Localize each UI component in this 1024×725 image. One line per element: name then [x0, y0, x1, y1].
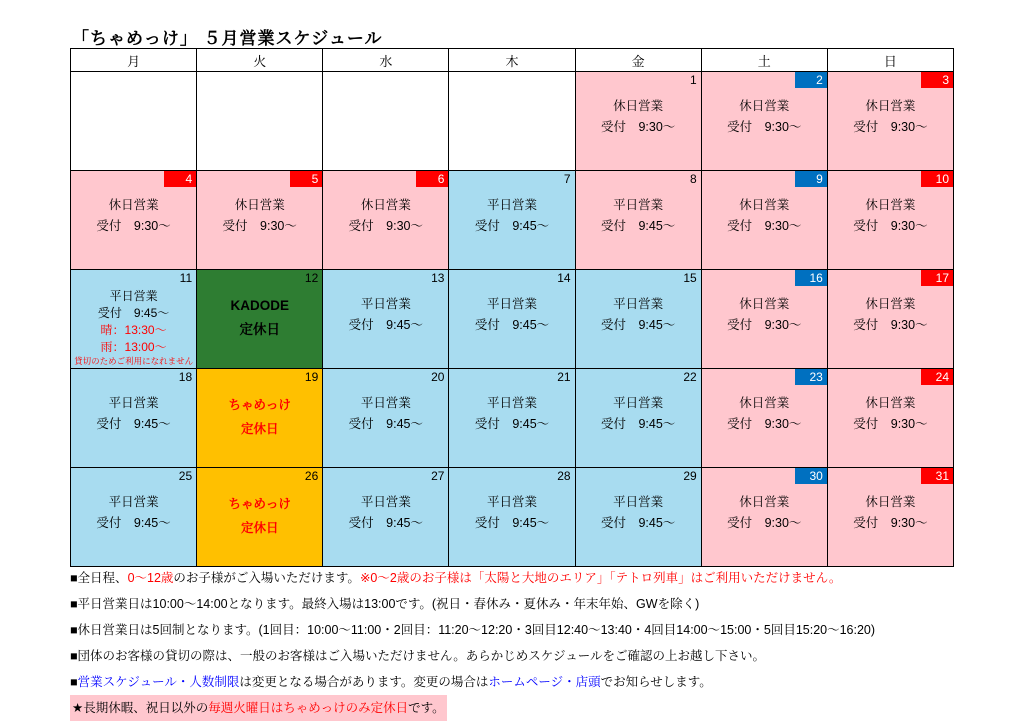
- day-content: [576, 195, 701, 237]
- day-status-primary: 平日営業: [108, 396, 159, 410]
- day-number: 12: [304, 271, 319, 285]
- day-status-primary: 平日営業: [486, 495, 537, 509]
- calendar-cell-day-4: [71, 171, 197, 270]
- day-status-secondary: 受付 9:45〜: [474, 219, 550, 233]
- calendar-cell-day-15: [575, 270, 701, 369]
- note-1-part-a: ■全日程、: [70, 571, 128, 585]
- day-status-secondary: 受付 9:45〜: [348, 417, 424, 431]
- calendar-cell-day-20: [323, 369, 449, 468]
- day-status-secondary: 受付 9:45〜: [474, 516, 550, 530]
- day-content: [71, 195, 196, 237]
- day-number: 23: [795, 369, 827, 385]
- note-6-part-a: ★長期休暇、祝日以外の: [72, 701, 209, 715]
- day-number: 5: [290, 171, 322, 187]
- day-status-primary: 休日営業: [108, 198, 159, 212]
- day-status-primary: 平日営業: [360, 396, 411, 410]
- day-number: 1: [690, 73, 697, 87]
- note-line-4: ■団体のお客様の貸切の際は、一般のお客様はご入場いただけません。あらかじめスケジュールをご確認の上お越し下さい。: [70, 649, 766, 663]
- day-content: [197, 492, 322, 540]
- day-status-secondary: 受付 9:45〜: [474, 318, 550, 332]
- day-number: 27: [431, 469, 445, 483]
- weekday-header-thu: 木: [449, 49, 575, 72]
- day-status-primary: 休日営業: [234, 198, 285, 212]
- calendar-cell-day-6: [323, 171, 449, 270]
- day-status-secondary: 定休日: [239, 322, 280, 337]
- calendar-cell-day-22: [575, 369, 701, 468]
- note-6-part-c: です。: [408, 701, 445, 715]
- calendar-cell-day-9: [701, 171, 827, 270]
- day-status-secondary: 受付 9:30〜: [727, 417, 802, 431]
- day-number: 7: [563, 172, 571, 186]
- day-status-primary: 平日営業: [109, 289, 158, 303]
- day-number: 19: [304, 370, 319, 384]
- weekday-header-sat: 土: [701, 49, 827, 72]
- calendar-cell-day-28: [449, 468, 575, 567]
- weekday-header-sun: 日: [827, 49, 953, 72]
- day-status-primary: 休日営業: [865, 495, 916, 509]
- day-number: 3: [921, 72, 953, 88]
- calendar-cell-day-7: [449, 171, 575, 270]
- day-number: 18: [178, 370, 193, 384]
- calendar-cell-day-1: [575, 72, 701, 171]
- day-number: 16: [795, 270, 827, 286]
- day-status-primary: 平日営業: [486, 297, 537, 311]
- day-status-primary: 平日営業: [360, 495, 411, 509]
- day-rain-time: 雨：13:00〜: [100, 340, 167, 354]
- day-status-primary: 平日営業: [613, 297, 664, 311]
- day-number: 25: [178, 469, 193, 483]
- day-content: [828, 96, 953, 138]
- day-status-primary: 休日営業: [739, 396, 790, 410]
- day-number: 9: [795, 171, 827, 187]
- day-status-primary: 休日営業: [865, 396, 916, 410]
- day-content: [71, 288, 196, 367]
- day-status-primary: 平日営業: [486, 396, 537, 410]
- calendar-week-row: [71, 369, 954, 468]
- day-content: [576, 393, 701, 435]
- note-line-3: ■休日営業日は5回制となります。(1回目：10:00〜11:00・2回目：11:20〜12:20・3回目12:40〜13:40・4回目14:00〜15:00・5回目15:20〜16:20): [70, 623, 876, 637]
- note-line-2: ■平日営業日は10:00〜14:00となります。最終入場は13:00です。(祝日・春休み・夏休み・年末年始、GWを除く): [70, 597, 700, 611]
- day-status-secondary: 定休日: [240, 521, 279, 535]
- day-content: [576, 96, 701, 138]
- day-content: [828, 195, 953, 237]
- day-number: 8: [690, 172, 697, 186]
- day-number: 21: [557, 370, 571, 384]
- note-1-restriction: ※0〜2歳のお子様は「太陽と大地のエリア」「テトロ列車」はご利用いただけません。: [359, 571, 842, 585]
- calendar-cell-day-18: [71, 369, 197, 468]
- day-status-primary: 平日営業: [613, 396, 664, 410]
- day-number: 29: [683, 469, 697, 483]
- note-5-part-c: は変更となる場合があります。変更の場合は: [239, 675, 489, 689]
- calendar-cell-day-12: [197, 270, 323, 369]
- day-status-secondary: 受付 9:45〜: [600, 516, 676, 530]
- day-status-primary: 平日営業: [613, 198, 664, 212]
- day-number: 11: [179, 271, 193, 285]
- weekday-header-tue: 火: [197, 49, 323, 72]
- day-number: 2: [795, 72, 827, 88]
- day-content: [828, 294, 953, 336]
- note-5-part-e: でお知らせします。: [600, 675, 712, 689]
- day-status-secondary: 定休日: [240, 422, 279, 436]
- day-status-primary: 平日営業: [360, 297, 411, 311]
- calendar-cell-day-25: [71, 468, 197, 567]
- day-content: [449, 492, 574, 534]
- day-number: 10: [921, 171, 953, 187]
- calendar-cell-day-29: [575, 468, 701, 567]
- day-content: [71, 393, 196, 435]
- day-content: [702, 96, 827, 138]
- day-status-secondary: 受付 9:45〜: [96, 516, 171, 530]
- day-status-primary: 休日営業: [613, 99, 664, 113]
- day-status-primary: 休日営業: [739, 495, 790, 509]
- day-content: [828, 393, 953, 435]
- note-line-5: [70, 669, 960, 695]
- calendar-cell-day-27: [323, 468, 449, 567]
- calendar-cell-empty: [323, 72, 449, 171]
- calendar-cell-day-14: [449, 270, 575, 369]
- weekday-header-wed: 水: [323, 49, 449, 72]
- calendar-cell-day-23: [701, 369, 827, 468]
- day-status-secondary: 受付 9:30〜: [853, 417, 928, 431]
- day-status-primary: 休日営業: [739, 99, 790, 113]
- weekday-header-mon: 月: [71, 49, 197, 72]
- day-content: [576, 294, 701, 336]
- day-status-primary: 休日営業: [739, 198, 790, 212]
- day-number: 17: [921, 270, 953, 286]
- day-status-primary: 平日営業: [613, 495, 664, 509]
- day-status-secondary: 受付 9:30〜: [853, 120, 928, 134]
- note-5-part-a: ■: [70, 675, 78, 689]
- day-content: [449, 195, 574, 237]
- note-5-channels: ホームページ・店頭: [488, 675, 601, 689]
- day-number: 26: [304, 469, 319, 483]
- day-number: 14: [557, 271, 571, 285]
- day-status-primary: ちゃめっけ: [228, 398, 291, 412]
- day-status-secondary: 受付 9:30〜: [727, 318, 802, 332]
- day-number: 30: [795, 468, 827, 484]
- calendar-cell-day-17: [827, 270, 953, 369]
- day-status-secondary: 受付 9:30〜: [727, 120, 802, 134]
- calendar-cell-day-11: [71, 270, 197, 369]
- day-number: 15: [683, 271, 697, 285]
- day-status-primary: 休日営業: [865, 198, 916, 212]
- day-content: [449, 393, 574, 435]
- day-number: 4: [164, 171, 196, 187]
- day-content: [702, 195, 827, 237]
- note-line-6: [70, 695, 960, 721]
- day-status-primary: ちゃめっけ: [228, 497, 291, 511]
- day-content: [702, 492, 827, 534]
- note-6-highlight: [70, 695, 447, 721]
- page-title: 「ちゃめっけ」 ５月営業スケジュール: [72, 29, 383, 48]
- day-number: 6: [416, 171, 448, 187]
- calendar-cell-day-8: [575, 171, 701, 270]
- calendar-cell-day-26: [197, 468, 323, 567]
- note-5-schedule-label: 営業スケジュール・人数制限: [77, 675, 240, 689]
- day-number: 13: [431, 271, 445, 285]
- calendar-cell-day-24: [827, 369, 953, 468]
- day-number: 20: [431, 370, 445, 384]
- calendar-cell-day-16: [701, 270, 827, 369]
- day-number: 31: [921, 468, 953, 484]
- day-status-secondary: 受付 9:45〜: [348, 516, 424, 530]
- calendar-week-row: [71, 72, 954, 171]
- day-status-primary: 休日営業: [739, 297, 790, 311]
- calendar-cell-day-10: [827, 171, 953, 270]
- day-status-primary: 休日営業: [865, 297, 916, 311]
- day-status-secondary: 受付 9:30〜: [222, 219, 297, 233]
- day-status-primary: KADODE: [230, 298, 289, 313]
- day-status-secondary: 受付 9:45〜: [96, 417, 171, 431]
- day-content: [449, 294, 574, 336]
- day-status-secondary: 受付 9:30〜: [348, 219, 424, 233]
- day-status-secondary: 受付 9:45〜: [600, 318, 676, 332]
- day-status-primary: 平日営業: [486, 198, 537, 212]
- notes-section: [70, 565, 960, 721]
- calendar-cell-day-19: [197, 369, 323, 468]
- calendar-week-row: [71, 171, 954, 270]
- day-content: [323, 492, 448, 534]
- day-status-secondary: 受付 9:45〜: [348, 318, 424, 332]
- note-6-closed-day: 毎週火曜日はちゃめっけのみ定休日: [208, 701, 409, 715]
- calendar-header-row: [71, 49, 954, 72]
- day-status-secondary: 受付 9:30〜: [853, 219, 928, 233]
- day-content: [702, 294, 827, 336]
- day-status-secondary: 受付 9:30〜: [96, 219, 171, 233]
- day-number: 28: [557, 469, 571, 483]
- calendar-cell-empty: [71, 72, 197, 171]
- note-1-part-c: のお子様がご入場いただけます。: [173, 571, 360, 585]
- calendar-cell-empty: [197, 72, 323, 171]
- day-content: [323, 393, 448, 435]
- note-line-1: [70, 565, 960, 591]
- calendar-cell-day-13: [323, 270, 449, 369]
- day-content: [323, 195, 448, 237]
- calendar-body: [71, 72, 954, 567]
- day-content: [197, 195, 322, 237]
- day-status-secondary: 受付 9:45〜: [474, 417, 550, 431]
- calendar-cell-day-31: [827, 468, 953, 567]
- calendar-cell-day-30: [701, 468, 827, 567]
- day-status-primary: 休日営業: [865, 99, 916, 113]
- day-content: [197, 294, 322, 342]
- day-content: [71, 492, 196, 534]
- day-content: [702, 393, 827, 435]
- day-sunny-time: 晴：13:30〜: [100, 323, 167, 337]
- day-status-secondary: 受付 9:30〜: [727, 516, 802, 530]
- day-reserved-note: 貸切のためご利用になれません: [74, 356, 194, 366]
- day-status-secondary: 受付 9:30〜: [853, 318, 928, 332]
- day-number: 24: [921, 369, 953, 385]
- day-content: [576, 492, 701, 534]
- calendar-cell-day-21: [449, 369, 575, 468]
- day-number: 22: [683, 370, 697, 384]
- calendar-cell-day-5: [197, 171, 323, 270]
- day-status-secondary: 受付 9:30〜: [727, 219, 802, 233]
- day-content: [323, 294, 448, 336]
- calendar-week-row: [71, 270, 954, 369]
- day-status-secondary: 受付 9:45〜: [600, 417, 676, 431]
- calendar-week-row: [71, 468, 954, 567]
- day-content: [197, 393, 322, 441]
- day-status-secondary: 受付 9:30〜: [853, 516, 928, 530]
- day-status-secondary: 受付 9:45〜: [97, 306, 170, 320]
- note-1-age-range: 0〜12歳: [127, 571, 174, 585]
- day-content: [828, 492, 953, 534]
- calendar-cell-empty: [449, 72, 575, 171]
- calendar-cell-day-3: [827, 72, 953, 171]
- calendar-cell-day-2: [701, 72, 827, 171]
- day-status-secondary: 受付 9:30〜: [600, 120, 676, 134]
- day-status-primary: 休日営業: [360, 198, 411, 212]
- calendar-table: [70, 48, 954, 567]
- day-status-primary: 平日営業: [108, 495, 159, 509]
- weekday-header-fri: 金: [575, 49, 701, 72]
- day-status-secondary: 受付 9:45〜: [600, 219, 676, 233]
